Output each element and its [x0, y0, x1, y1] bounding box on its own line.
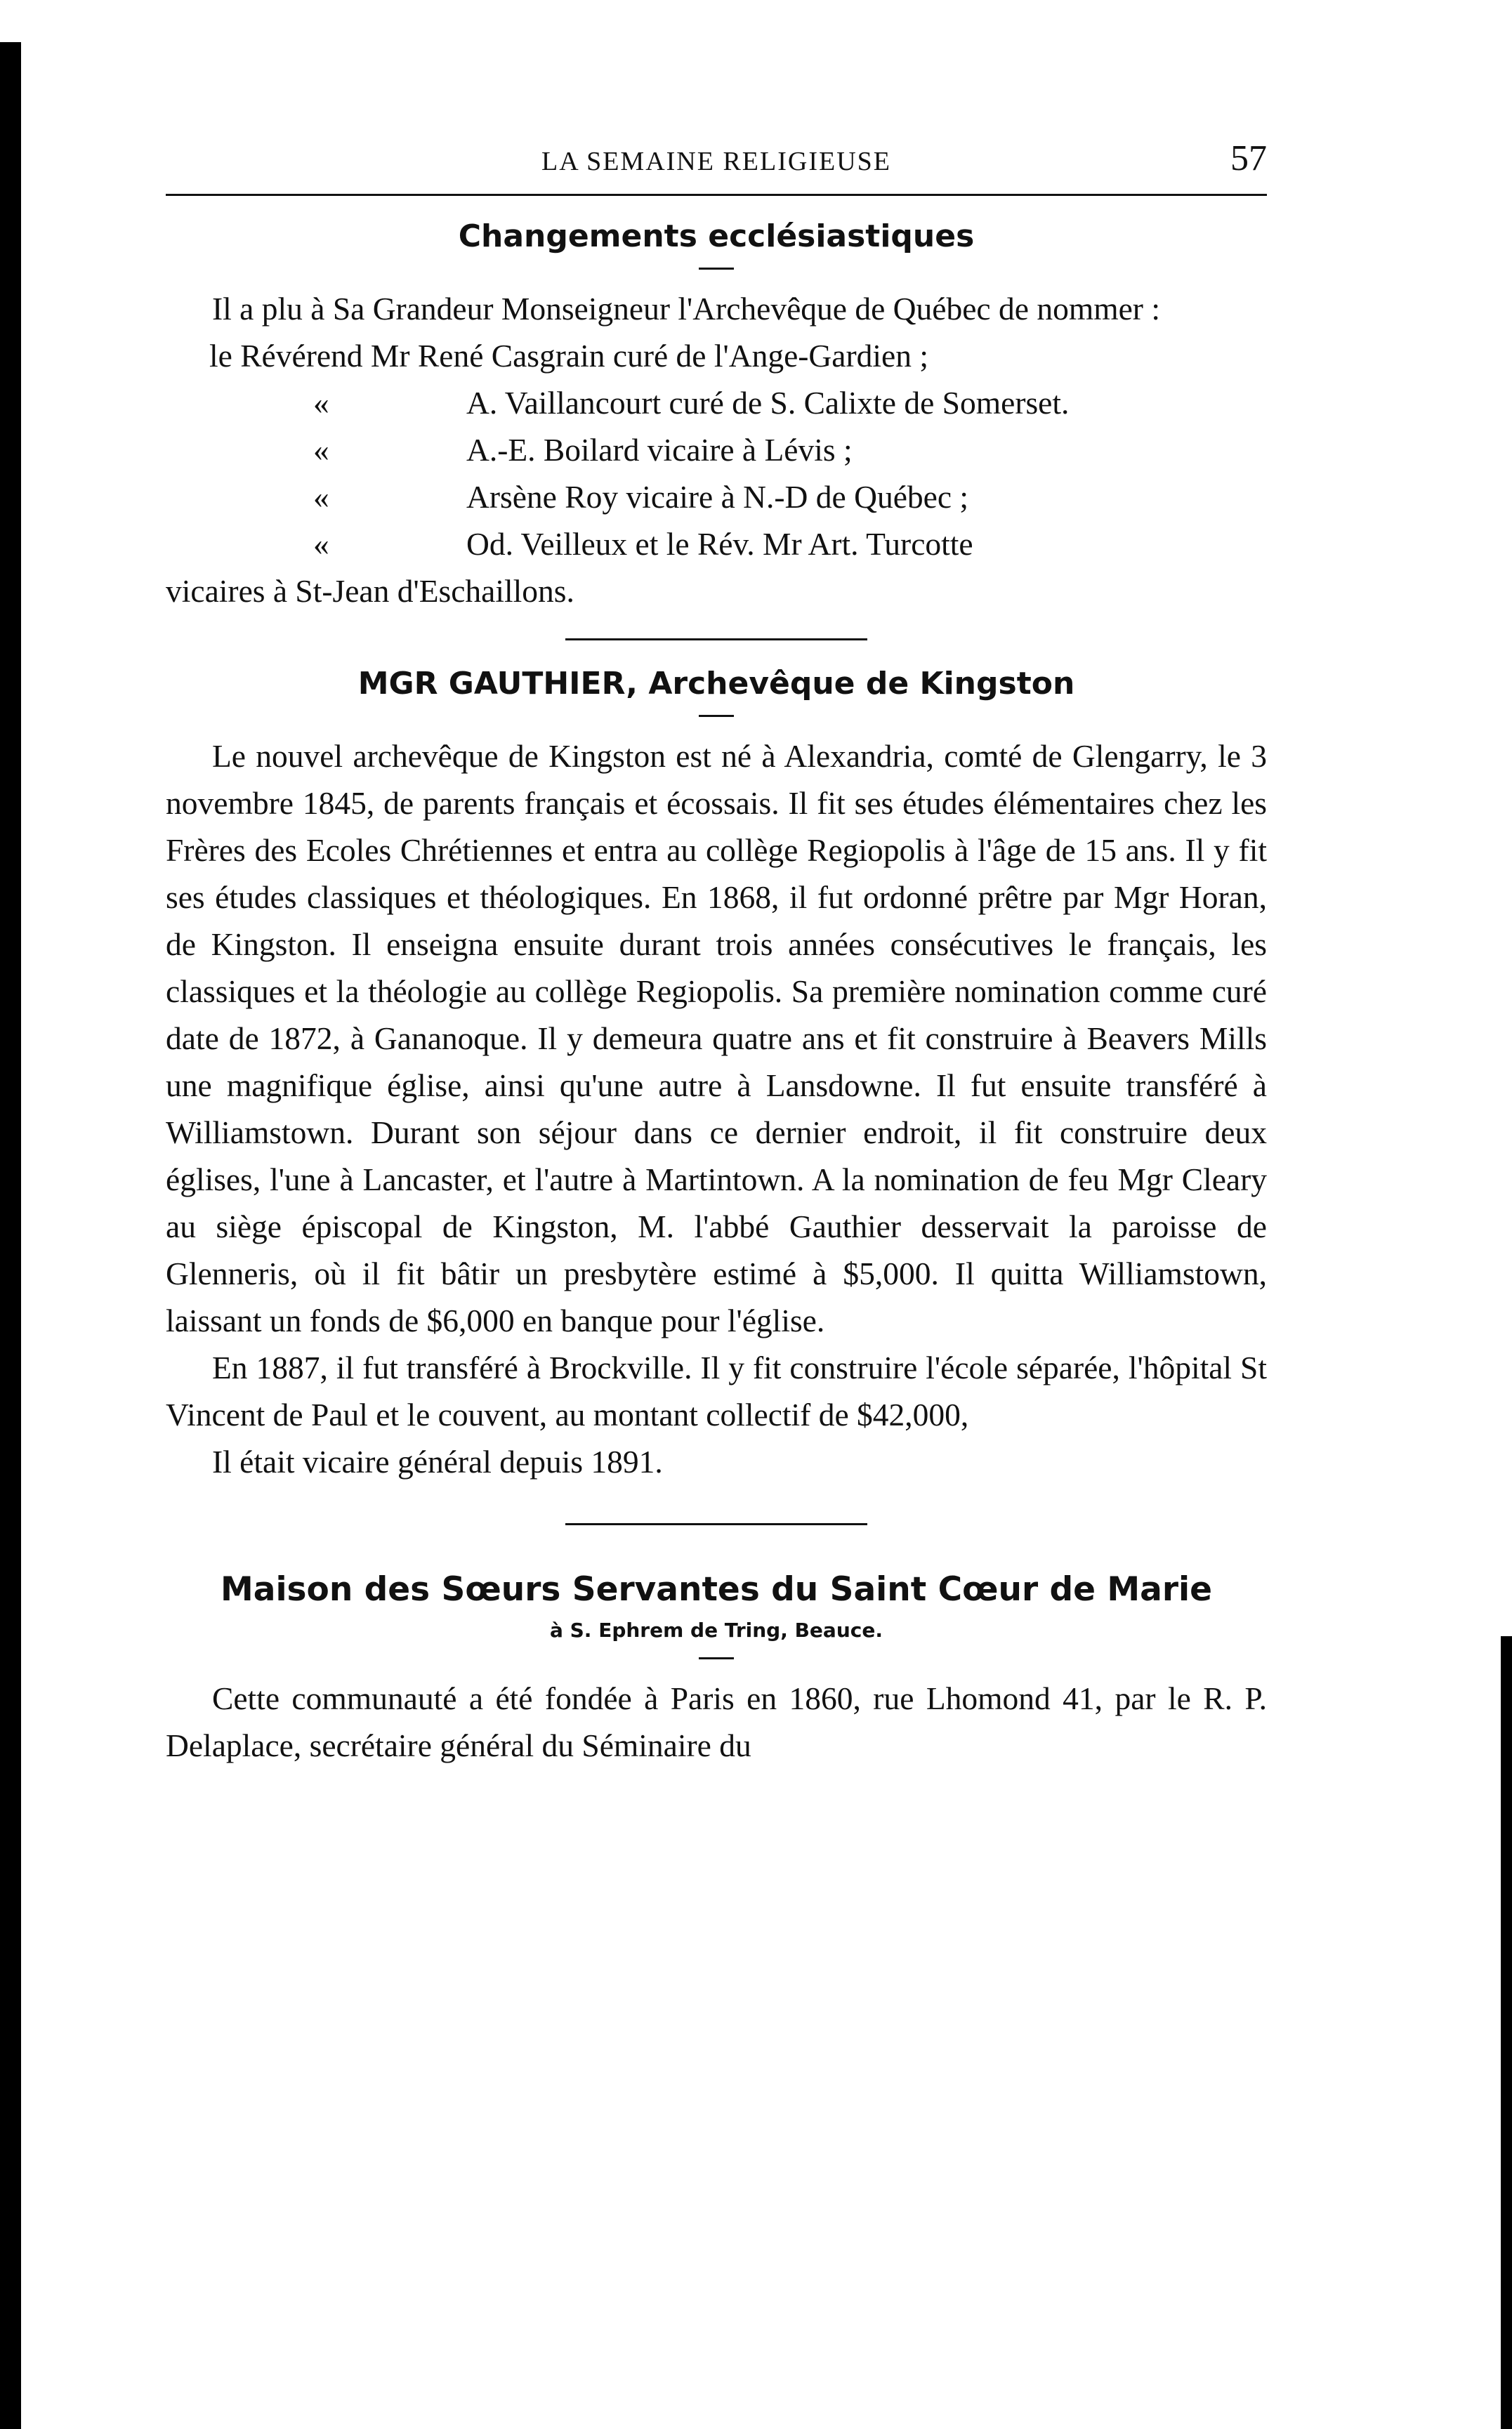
ditto-mark: « [313, 479, 329, 515]
nominee-line [166, 426, 1267, 473]
section-heading: Maison des Sœurs Servantes du Saint Cœur de Marie [220, 1570, 1213, 1609]
section-subheading: à S. Ephrem de Tring, Beauce. [550, 1619, 883, 1642]
section-maison [166, 1567, 1267, 1769]
nominee-text: Od. Veilleux et le Rév. Mr Art. Turcotte [466, 526, 973, 562]
page-number: 57 [1230, 138, 1267, 178]
section-changements [166, 214, 1267, 614]
body-paragraph: Cette communauté a été fondée à Paris en 1860, rue Lhomond 41, par le R. P. Delaplace, secrétaire général du Séminaire du [166, 1680, 1267, 1763]
nominee-line [166, 473, 1267, 520]
nominee-line [166, 520, 1267, 567]
nominee-text: A. Vaillancourt curé de S. Calixte de Somerset. [466, 385, 1070, 421]
document-page [166, 138, 1267, 1769]
heading-dash [699, 1657, 734, 1659]
nominee-text: A.-E. Boilard vicaire à Lévis ; [466, 432, 853, 468]
intro-paragraph: Il a plu à Sa Grandeur Monseigneur l'Archevêque de Québec de nommer : [212, 291, 1160, 327]
ditto-mark: « [313, 526, 329, 562]
running-title: LA SEMAINE RELIGIEUSE [541, 147, 891, 176]
scan-left-edge [0, 42, 21, 2429]
body-paragraph: Il était vicaire général depuis 1891. [212, 1444, 663, 1480]
heading-dash [699, 715, 734, 717]
running-header [166, 138, 1267, 194]
section-gauthier [166, 661, 1267, 1485]
closing-line: vicaires à St-Jean d'Eschaillons. [166, 573, 574, 609]
nominee-line: le Révérend Mr René Casgrain curé de l'Ange-Gardien ; [209, 338, 928, 374]
section-heading: MGR GAUTHIER, Archevêque de Kingston [357, 666, 1075, 702]
nominee-text: Arsène Roy vicaire à N.-D de Québec ; [466, 479, 969, 515]
section-heading: Changements ecclésiastiques [458, 218, 975, 254]
ditto-mark: « [313, 385, 329, 421]
section-divider [565, 638, 867, 640]
body-paragraph: Le nouvel archevêque de Kingston est né à Alexandria, comté de Glengarry, le 3 novembre 1845, de parents français et écossais. Il fit ses études élémentaires chez les Frères des Ecoles Chrétiennes et entra au collège Regiopolis à l'âge de 15 ans. Il y fit ses études classiques et théologiques. En 1868, il fut ordonné prêtre par Mgr Horan, de Kingston. Il enseigna ensuite durant trois années consécutives le français, les classiques et la théologie au collège Regiopolis. Sa première nomination comme curé date de 1872, à Gananoque. Il y demeura quatre ans et fit construire à Beavers Mills une magnifique église, ainsi qu'une autre à Lansdowne. Il fut ensuite transféré à Williamstown. Durant son séjour dans ce dernier endroit, il fit construire deux églises, l'une à Lancaster, et l'autre à Martintown. A la nomination de feu Mgr Cleary au siège épiscopal de Kingston, M. l'abbé Gauthier desservait la paroisse de Glenneris, où il fit bâtir un presbytère estimé à $5,000. Il quitta Williamstown, laissant un fonds de $6,000 en banque pour l'église. [166, 738, 1267, 1338]
heading-dash [699, 268, 734, 270]
body-paragraph: En 1887, il fut transféré à Brockville. Il y fit construire l'école séparée, l'hôpital St Vincent de Paul et le couvent, au montant collectif de $42,000, [166, 1350, 1267, 1433]
header-rule [166, 194, 1267, 196]
scan-right-edge [1501, 1636, 1512, 2429]
nominee-line [166, 379, 1267, 426]
ditto-mark: « [313, 432, 329, 468]
section-divider [565, 1523, 867, 1525]
